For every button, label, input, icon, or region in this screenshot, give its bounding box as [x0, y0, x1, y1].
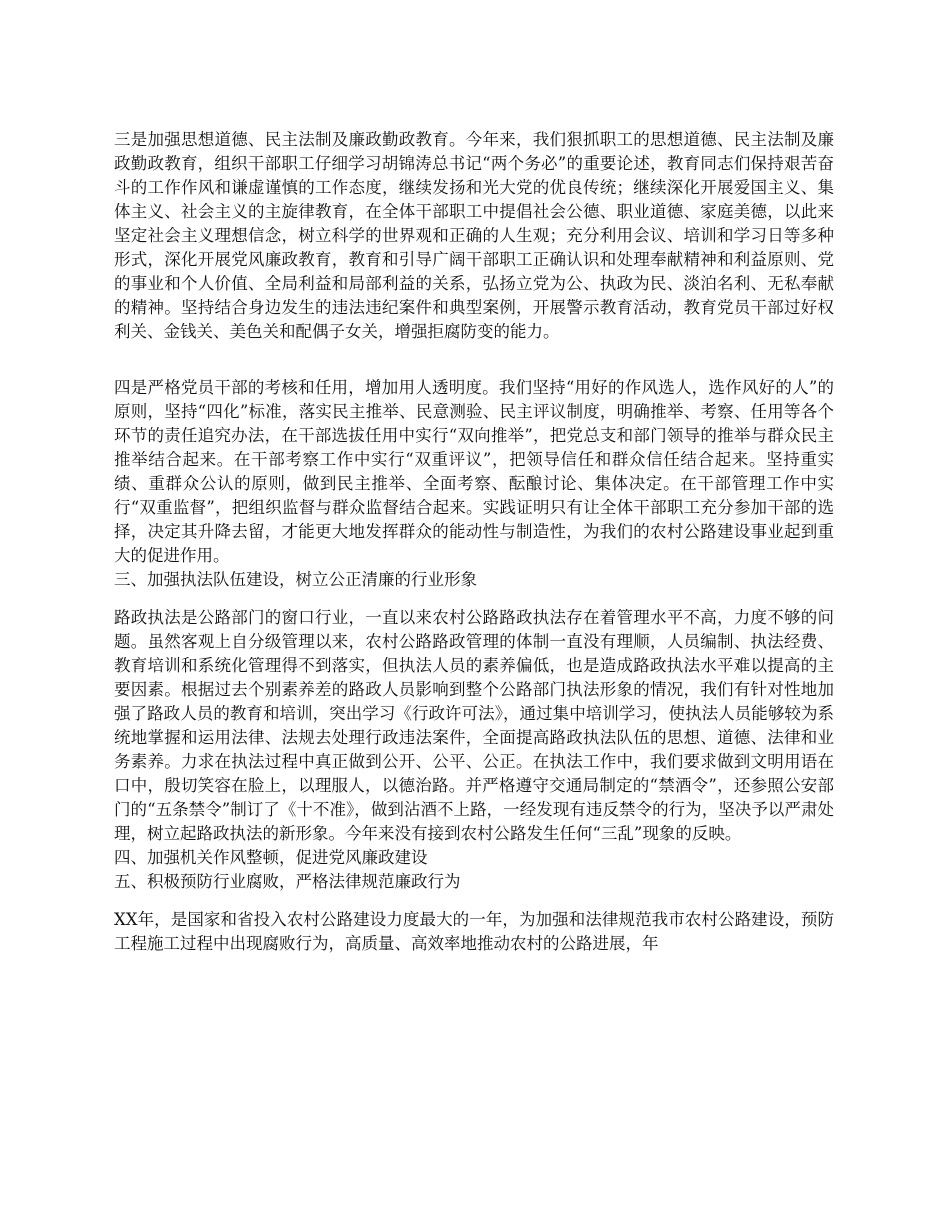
section-heading-anti-corruption: 五、积极预防行业腐败，严格法律规范廉政行为 — [114, 872, 461, 891]
paragraph-law-enforcement: 路政执法是公路部门的窗口行业，一直以来农村公路路政执法存在着管理水平不高，力度不够的问题。虽然客观上自分级管理以来，农村公路路政管理的体制一直没有理顺，人员编制、执法经费、教育培训和系统化管理得不到落实，但执法人员的素养偏低，也是造成路政执法水平难以提高的主要因素。根据过去个别素养差的路政人员影响到整个公路部门执法形象的情况，我们有针对性地加强了路政人员的教育和培训，突出学习《行政许可法》，通过集中培训学习，使执法人员能够较为系统地掌握和运用法律、法规去处理行政违法案件，全面提高路政执法队伍的思想、道德、法律和业务素养。力求在执法过程中真正做到公开、公平、公正。在执法工作中，我们要求做到文明用语在口中，殷切笑容在脸上，以理服人，以德治路。并严格遵守交通局制定的“禁酒令”，还参照公安部门的“五条禁令”制订了《十不准》，做到沾酒不上路，一经发现有违反禁令的行为，坚决予以严肃处理，树立起路政执法的新形象。今年来没有接到农村公路发生任何“三乱”现象的反映。 — [114, 608, 834, 843]
paragraph-ideology-education: 三是加强思想道德、民主法制及廉政勤政教育。今年来，我们狠抓职工的思想道德、民主法制及廉政勤政教育，组织干部职工仔细学习胡锦涛总书记“两个务必”的重要论述，教育同志们保持艰苦奋斗的工作作风和谦虚谨慎的工作态度，继续发扬和光大党的优良传统；继续深化开展爱国主义、集体主义、社会主义的主旋律教育，在全体干部职工中提倡社会公德、职业道德、家庭美德，以此来坚定社会主义理想信念，树立科学的世界观和正确的人生观；充分利用会议、培训和学习日等多种形式，深化开展党风廉政教育，教育和引导广阔干部职工正确认识和处理奉献精神和利益原则、党的事业和个人价值、全局利益和局部利益的关系，弘扬立党为公、执政为民、淡泊名利、无私奉献的精神。坚持结合身边发生的违法违纪案件和典型案例，开展警示教育活动，教育党员干部过好权利关、金钱关、美色关和配偶子女关，增强拒腐防变的能力。 — [114, 130, 834, 341]
section-heading-law-enforcement: 三、加强执法队伍建设，树立公正清廉的行业形象 — [114, 570, 477, 589]
document-page — [114, 128, 834, 956]
paragraph-anti-corruption: XX年，是国家和省投入农村公路建设力度最大的一年，为加强和法律规范我市农村公路建设，预防工程施工过程中出现腐败行为，高质量、高效率地推动农村的公路进展，年 — [114, 910, 834, 953]
paragraph-cadre-appointment: 四是严格党员干部的考核和任用，增加用人透明度。我们坚持“用好的作风选人，选作风好的人”的原则，坚持“四化”标准，落实民主推举、民意测验、民主评议制度，明确推举、考察、任用等各个环节的责任追究办法，在干部选拔任用中实行“双向推举”，把党总支和部门领导的推举与群众民主推举结合起来。在干部考察工作中实行“双重评议”，把领导信任和群众信任结合起来。坚持重实绩、重群众公认的原则，做到民主推举、全面考察、酝酿讨论、集体决定。在干部管理工作中实行“双重监督”，把组织监督与群众监督结合起来。实践证明只有让全体干部职工充分参加干部的选择，决定其升降去留，才能更大地发挥群众的能动性与制造性，为我们的农村公路建设事业起到重大的促进作用。 — [114, 378, 834, 565]
section-heading-organ-style: 四、加强机关作风整顿，促进党风廉政建设 — [114, 848, 428, 867]
